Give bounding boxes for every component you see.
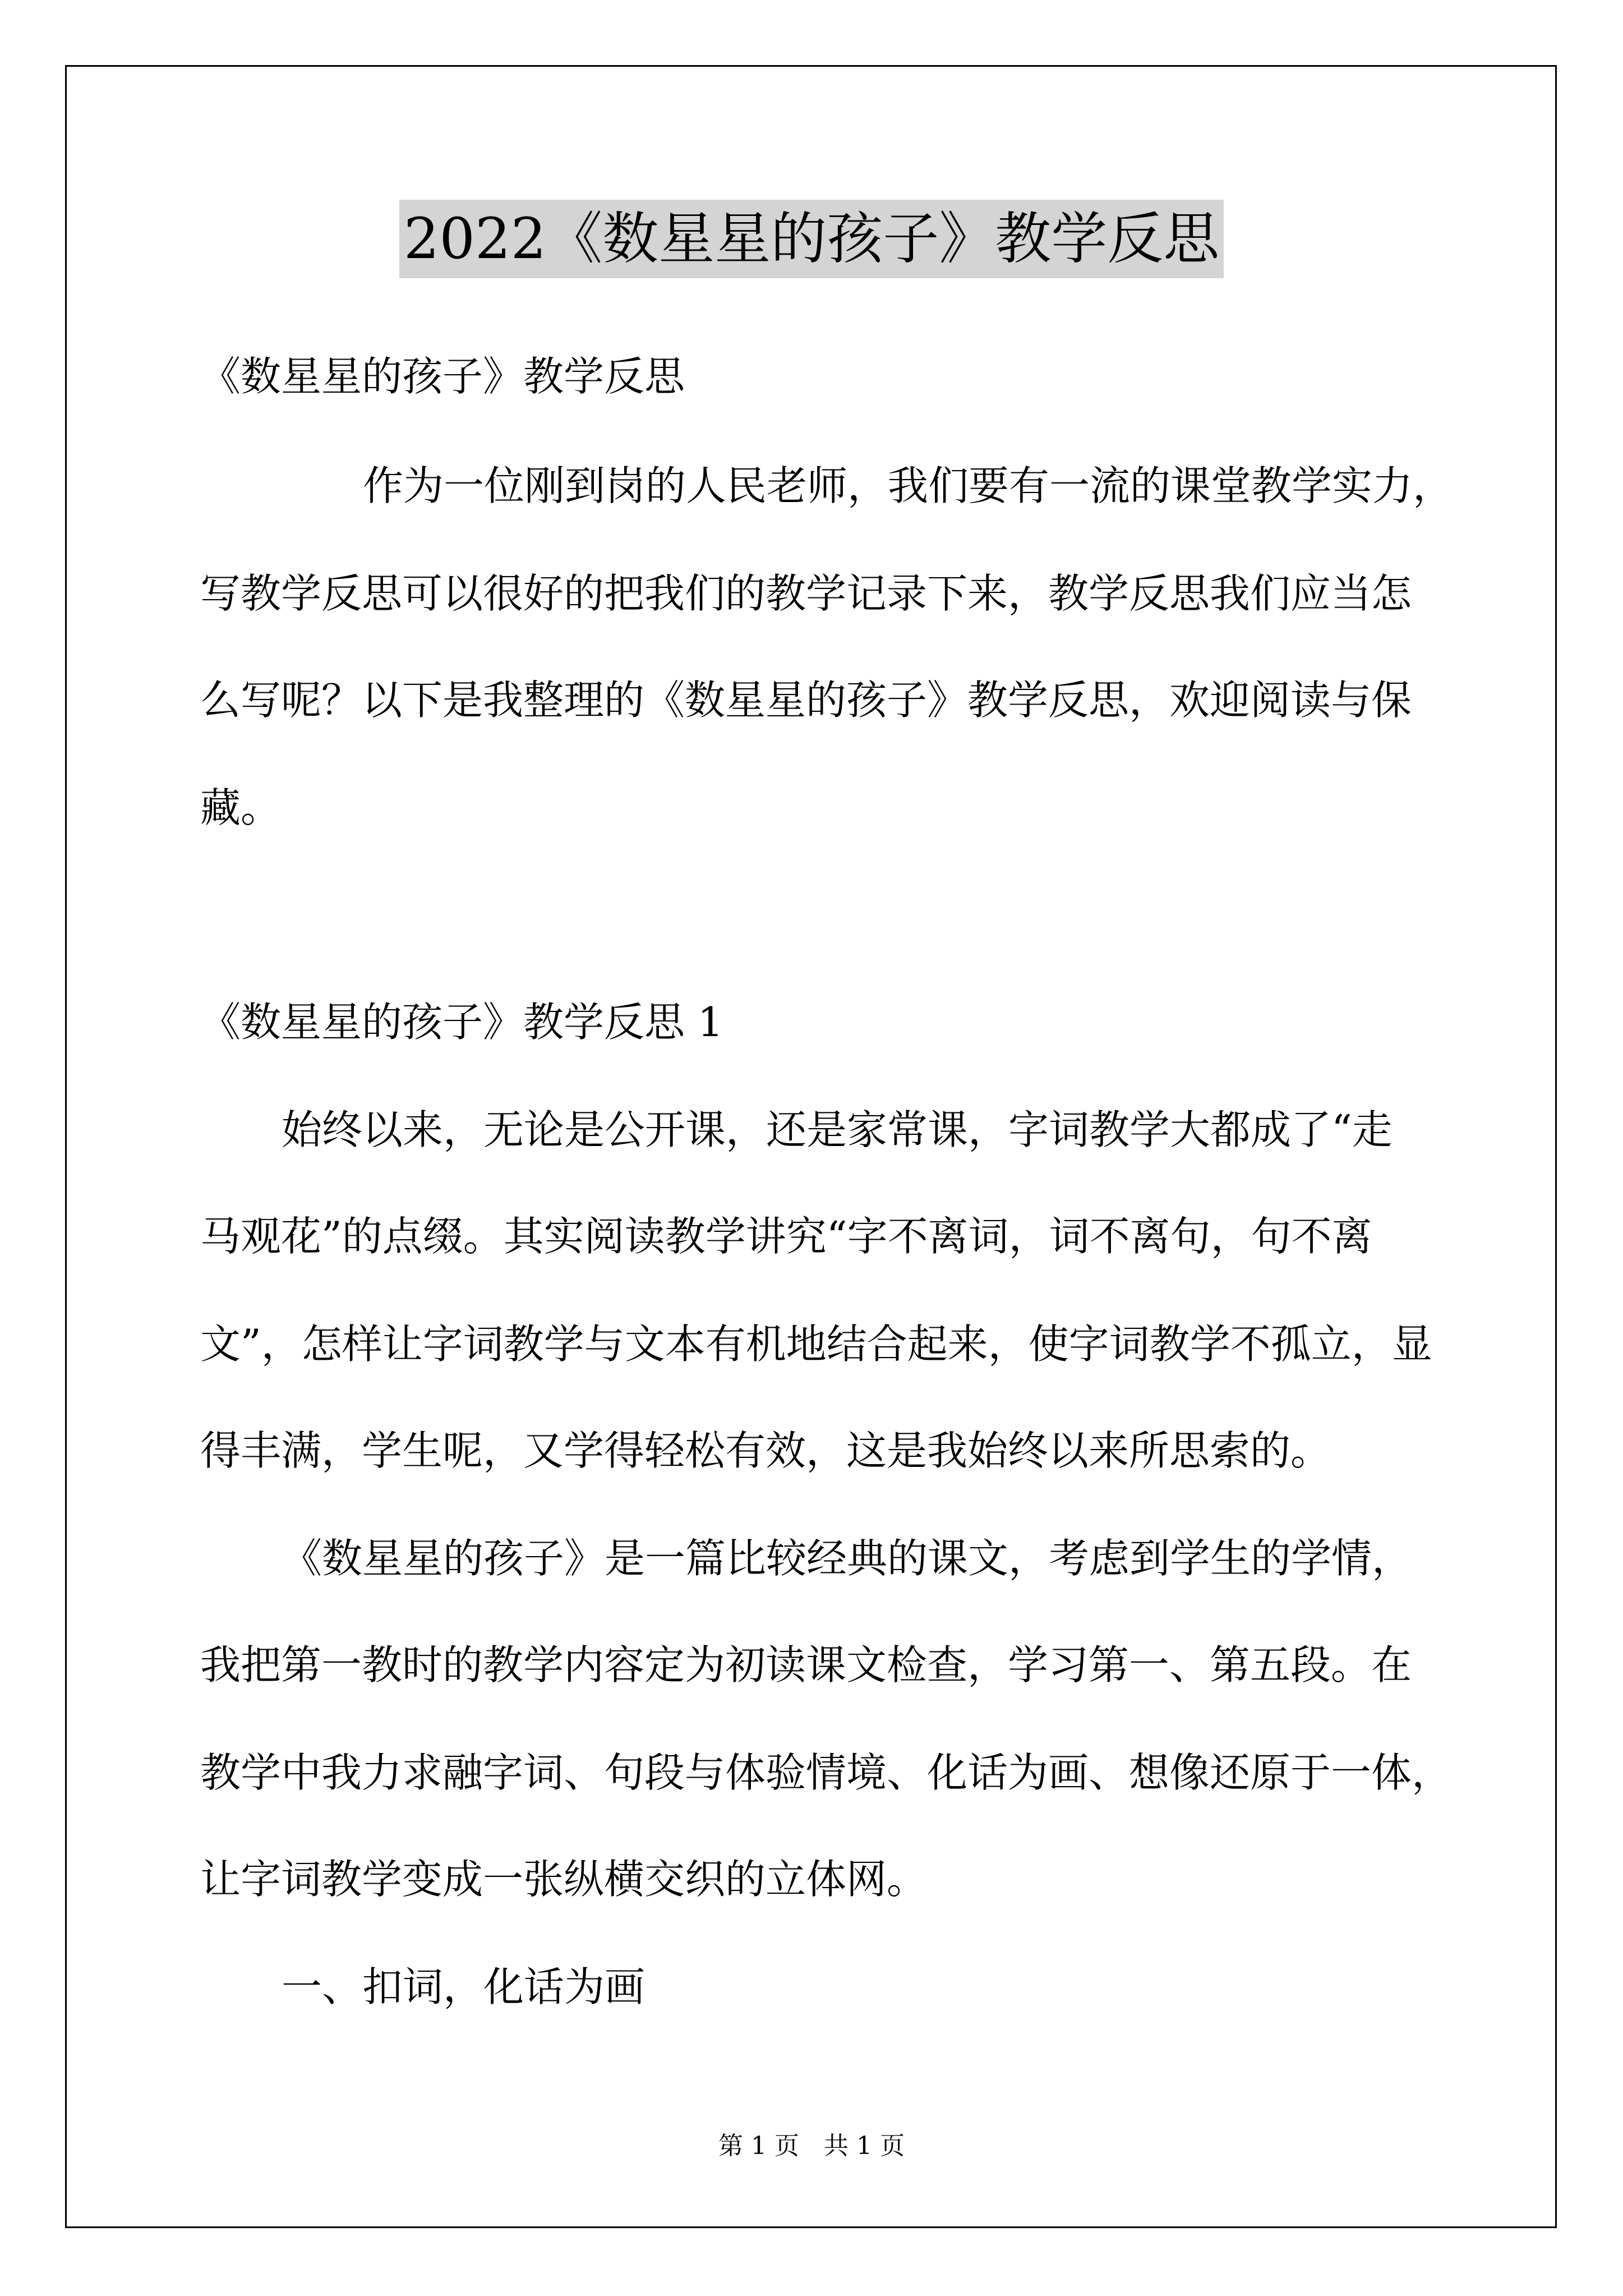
title-container xyxy=(0,200,1623,278)
para-1-line-1: 始终以来，无论是公开课，还是家常课，字词教学大都成了“走 xyxy=(282,1106,1393,1153)
para-1-line-3: 文”，怎样让字词教学与文本有机地结合起来，使字词教学不孤立，显 xyxy=(200,1320,1432,1368)
document-title: 2022《数星星的孩子》教学反思 xyxy=(399,200,1224,278)
intro-line-1: 作为一位刚到岗的人民老师，我们要有一流的课堂教学实力， xyxy=(363,462,1454,509)
document-subtitle: 《数星星的孩子》教学反思 xyxy=(200,353,685,400)
para-2-line-4: 让字词教学变成一张纵横交织的立体网。 xyxy=(200,1856,928,1903)
para-2-line-1: 《数星星的孩子》是一篇比较经典的课文，考虑到学生的学情， xyxy=(282,1535,1413,1582)
page-number: 第 1 页 共 1 页 xyxy=(718,2132,905,2160)
para-2-line-2: 我把第一教时的教学内容定为初读课文检查，学习第一、第五段。在 xyxy=(200,1641,1412,1688)
intro-line-3: 么写呢？以下是我整理的《数星星的孩子》教学反思，欢迎阅读与保 xyxy=(200,677,1412,724)
para-2-line-3: 教学中我力求融字词、句段与体验情境、化话为画、想像还原于一体， xyxy=(200,1749,1453,1796)
intro-line-4: 藏。 xyxy=(200,784,282,831)
subheading-1: 一、扣词，化话为画 xyxy=(282,1963,645,2010)
section-1-heading: 《数星星的孩子》教学反思 1 xyxy=(200,999,723,1046)
para-1-line-4: 得丰满，学生呢，又学得轻松有效，这是我始终以来所思索的。 xyxy=(200,1427,1331,1474)
para-1-line-2: 马观花”的点缀。其实阅读教学讲究“字不离词，词不离句，句不离 xyxy=(200,1213,1372,1260)
intro-line-2: 写教学反思可以很好的把我们的教学记录下来，教学反思我们应当怎 xyxy=(200,570,1412,617)
